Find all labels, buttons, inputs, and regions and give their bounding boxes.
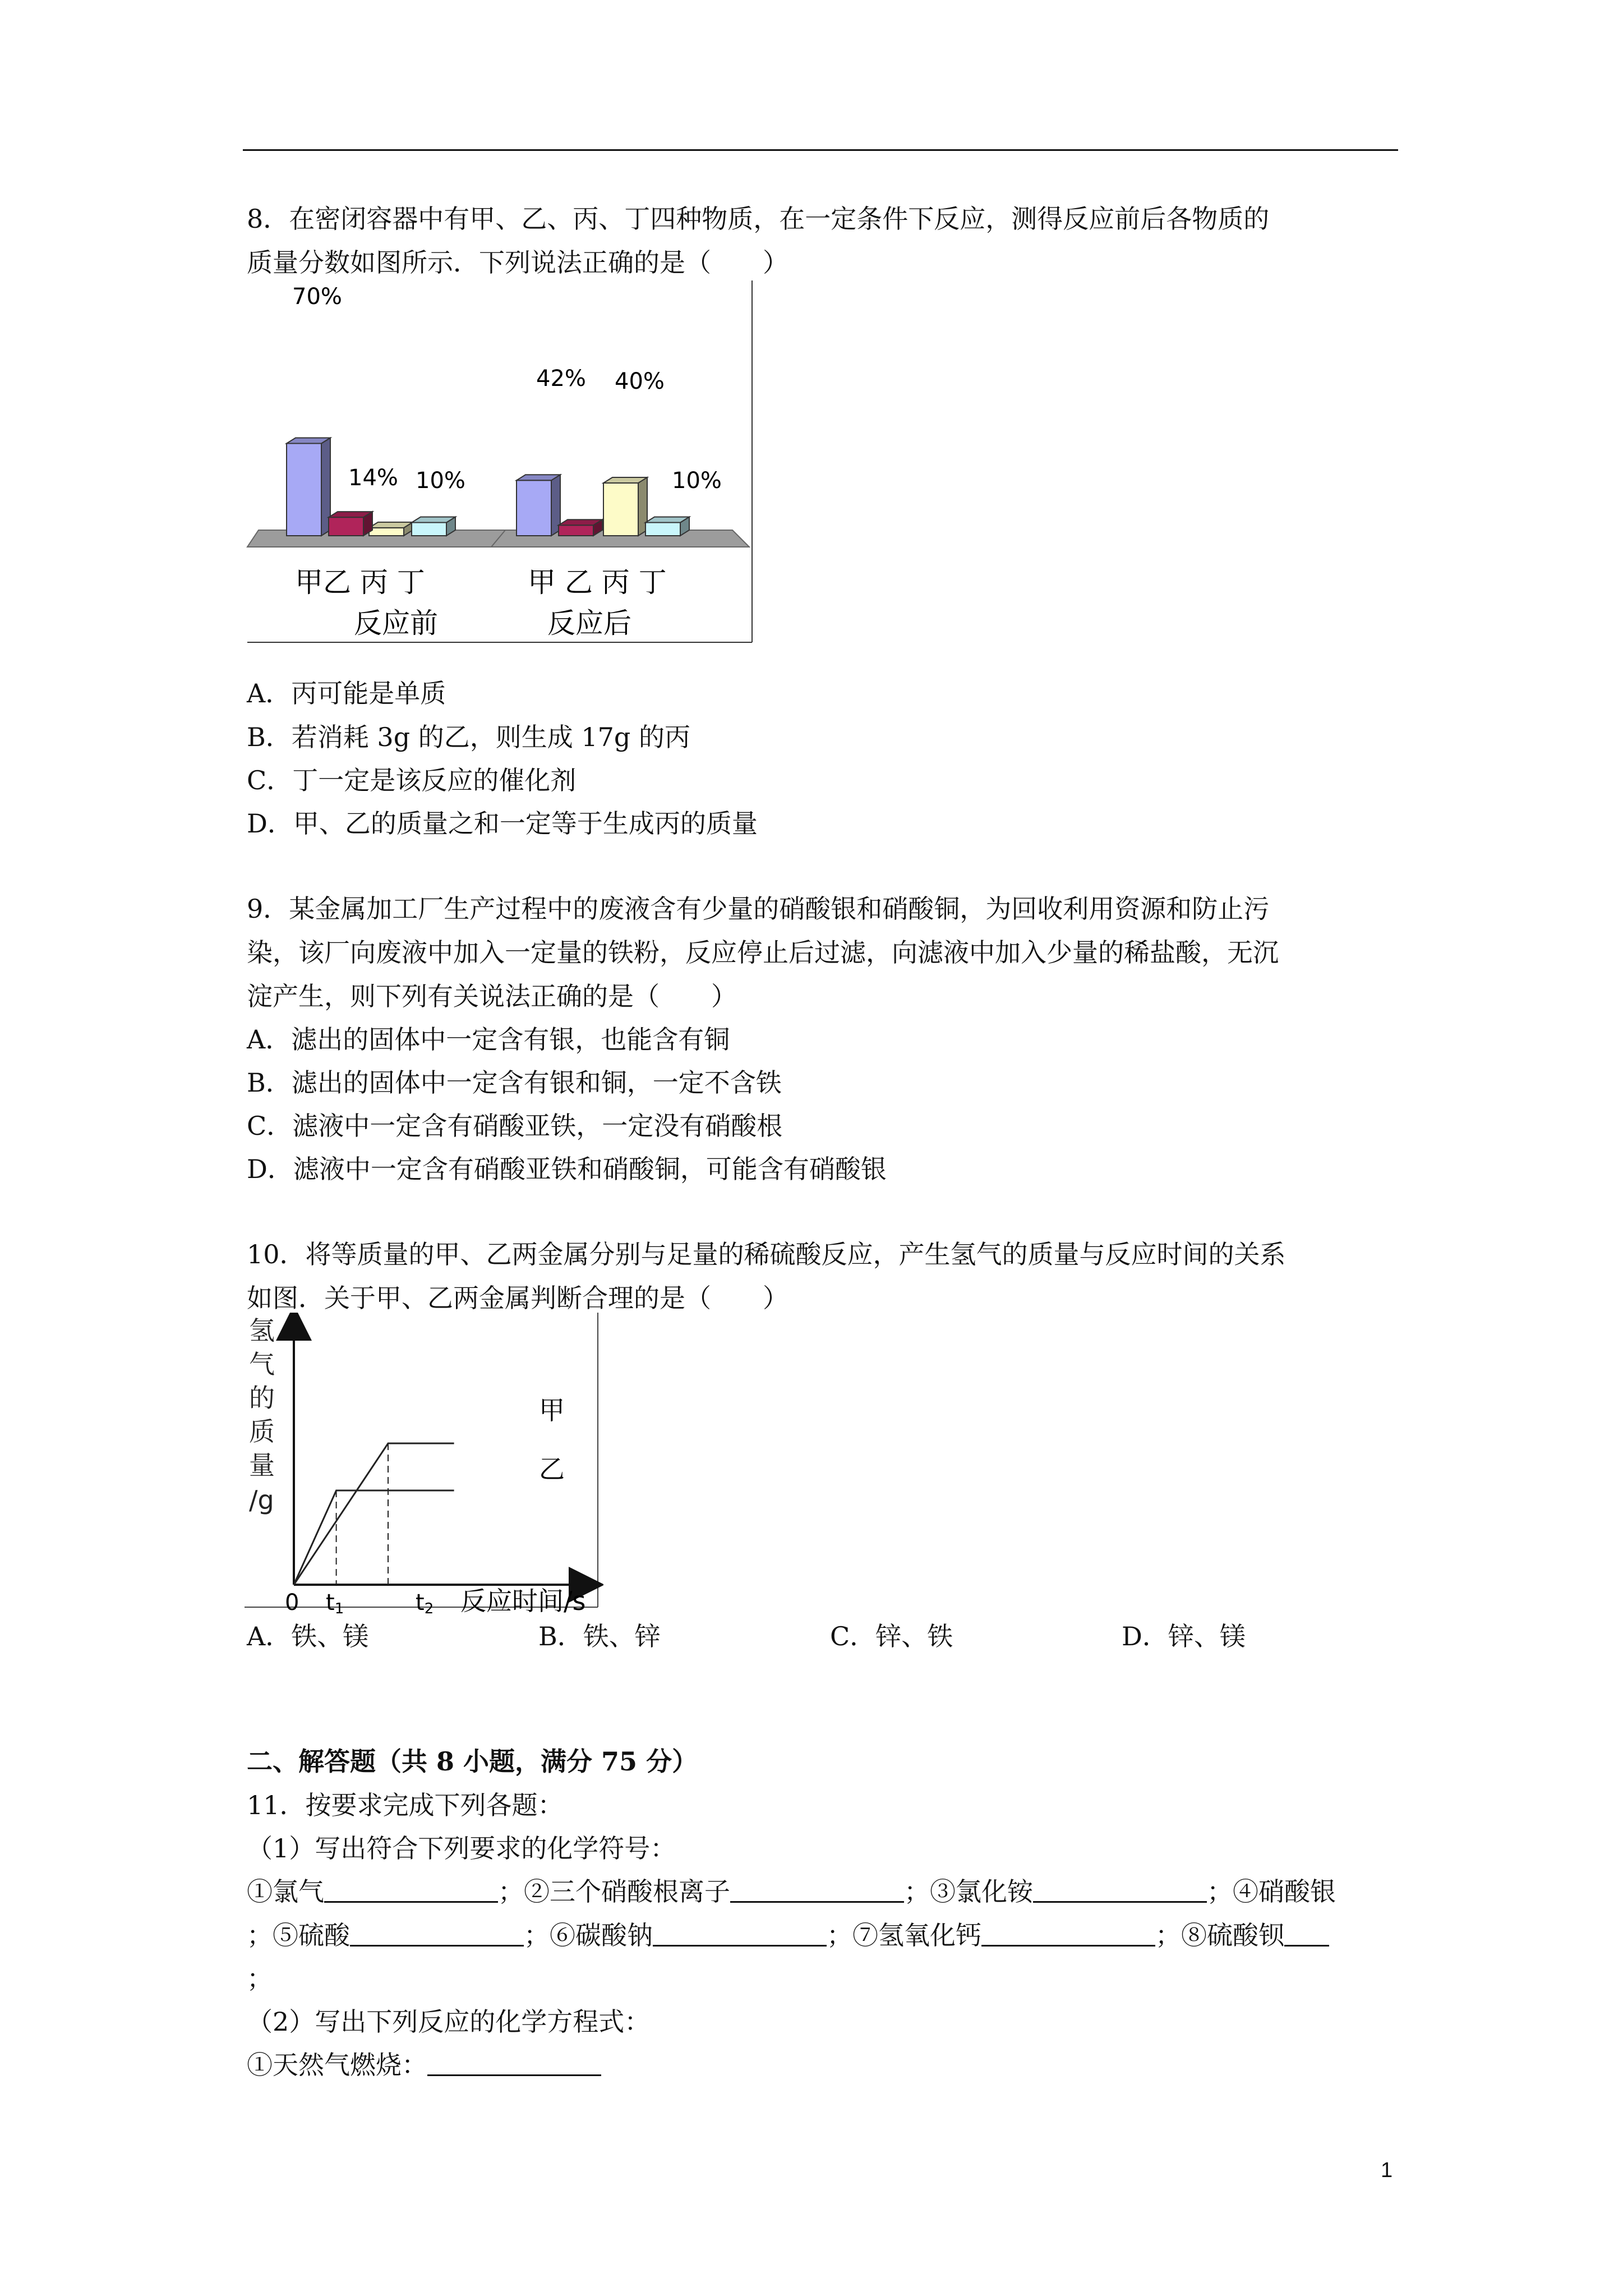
answer-blank-6[interactable]	[653, 1922, 827, 1947]
eq1-label: ①天然气燃烧：	[247, 2050, 427, 2080]
svg-text:的: 的	[249, 1383, 275, 1413]
q8-option-a: A．丙可能是单质	[247, 678, 446, 708]
q9-option-b: B．滤出的固体中一定含有银和铜，一定不含铁	[247, 1068, 782, 1098]
q10-stem-line1: 10．将等质量的甲、乙两金属分别与足量的稀硫酸反应，产生氢气的质量与反应时间的关系	[247, 1239, 1286, 1269]
q11-part1: （1）写出符合下列要求的化学符号：	[247, 1833, 676, 1864]
q10-option-a: A．铁、镁	[247, 1621, 369, 1651]
q11-part2: （2）写出下列反应的化学方程式：	[247, 2007, 651, 2037]
page-number: 1	[1381, 2159, 1393, 2182]
label-before-ding: 10%	[416, 468, 465, 494]
q9-stem-line1: 9．某金属加工厂生产过程中的废液含有少量的硝酸银和硝酸铜，为回收利用资源和防止污	[247, 894, 1270, 924]
answer-blank-3[interactable]	[1033, 1879, 1207, 1903]
item-silver-nitrate: ；④硝酸银	[1207, 1876, 1336, 1907]
svg-text:/g: /g	[249, 1485, 274, 1515]
q10-stem-line2: 如图．关于甲、乙两金属判断合理的是（ ）	[247, 1283, 789, 1313]
label-after-ding: 10%	[672, 468, 722, 494]
q8-stem-line2: 质量分数如图所示．下列说法正确的是（ ）	[247, 247, 789, 278]
label-after-jia: 42%	[536, 366, 586, 392]
svg-text:量: 量	[249, 1450, 275, 1480]
q9-stem-line3: 淀产生，则下列有关说法正确的是（ ）	[247, 981, 737, 1011]
q8-stem-line1: 8．在密闭容器中有甲、乙、丙、丁四种物质，在一定条件下反应，测得反应前后各物质的	[247, 204, 1270, 234]
svg-text:质: 质	[249, 1416, 275, 1447]
q10-option-b: B．铁、锌	[538, 1621, 661, 1651]
bar-反应后-丙	[603, 477, 647, 536]
answer-blank-1[interactable]	[324, 1879, 498, 1903]
categories-before: 甲乙 丙 丁	[295, 566, 425, 599]
q9-stem-line2: 染，该厂向废液中加入一定量的铁粉，反应停止后过滤，向滤液中加入少量的稀盐酸，无沉	[247, 937, 1279, 968]
answer-blank-2[interactable]	[730, 1879, 904, 1903]
x-axis-label: 反应时间/s	[460, 1586, 586, 1616]
label-after-bing: 40%	[615, 369, 665, 394]
item-ammonium-chloride: ；③氯化铵	[904, 1876, 1033, 1907]
q8-bar-chart	[245, 280, 755, 645]
q11-title: 11．按要求完成下列各题：	[247, 1790, 564, 1820]
bar-反应前-丙	[369, 522, 413, 536]
bar-反应后-丁	[645, 517, 689, 536]
q11-row2	[247, 1913, 1329, 1958]
q9-option-d: D．滤液中一定含有硝酸亚铁和硝酸铜，可能含有硝酸银	[247, 1154, 887, 1184]
bar-反应前-丁	[412, 517, 455, 536]
q8-option-c: C．丁一定是该反应的催化剂	[247, 765, 577, 795]
series-label-jia: 甲	[539, 1395, 565, 1425]
label-before-yi: 14%	[348, 465, 398, 491]
origin-label: 0	[285, 1590, 299, 1616]
bar-反应前-乙	[329, 512, 372, 536]
answer-blank-5[interactable]	[350, 1922, 524, 1947]
q8-option-d: D．甲、乙的质量之和一定等于生成丙的质量	[247, 808, 758, 839]
answer-blank-7[interactable]	[981, 1922, 1155, 1947]
item-barium-sulfate: ；⑧硫酸钡	[1155, 1920, 1284, 1950]
svg-text:气: 气	[249, 1349, 275, 1379]
q9-option-a: A．滤出的固体中一定含有银，也能含有铜	[247, 1024, 730, 1055]
q11-row1	[247, 1869, 1336, 1914]
q9-option-c: C．滤液中一定含有硝酸亚铁，一定没有硝酸根	[247, 1111, 783, 1141]
section2-heading: 二、解答题（共 8 小题，满分 75 分）	[247, 1746, 698, 1777]
group-label-before: 反应前	[354, 607, 438, 639]
series-line-甲	[294, 1443, 454, 1585]
item-sulfuric-acid: ；⑤硫酸	[247, 1920, 350, 1950]
bar-反应后-甲	[517, 475, 560, 536]
y-axis-label	[249, 1315, 275, 1515]
item-calcium-hydroxide: ；⑦氢氧化钙	[827, 1920, 981, 1950]
group-label-after: 反应后	[547, 607, 631, 639]
tick-t2: t2	[416, 1590, 434, 1616]
item-chlorine: ①氯气	[247, 1876, 324, 1907]
equation-blank-1[interactable]	[427, 2052, 601, 2076]
answer-blank-8[interactable]	[1284, 1922, 1329, 1947]
plot-lines	[294, 1443, 454, 1585]
bar-反应后-乙	[559, 519, 602, 536]
bar-反应前-甲	[287, 438, 330, 536]
label-before-jia: 70%	[292, 284, 342, 310]
q10-option-d: D．锌、镁	[1122, 1621, 1246, 1651]
item-nitrate-ions: ；②三个硝酸根离子	[498, 1876, 730, 1907]
series-line-乙	[294, 1490, 454, 1585]
q10-line-chart	[245, 1313, 603, 1616]
q8-option-b: B．若消耗 3g 的乙，则生成 17g 的丙	[247, 722, 690, 752]
bars-after	[517, 475, 689, 536]
q10-option-c: C．锌、铁	[830, 1621, 953, 1651]
categories-after: 甲 乙 丙 丁	[528, 566, 667, 599]
header-rule	[243, 149, 1398, 151]
q11-row3: ；	[247, 1963, 273, 1994]
q11-eq1	[247, 2042, 601, 2087]
svg-text:氢: 氢	[249, 1315, 275, 1346]
item-sodium-carbonate: ；⑥碳酸钠	[524, 1920, 653, 1950]
series-label-yi: 乙	[539, 1454, 565, 1484]
tick-t1: t1	[326, 1590, 344, 1616]
